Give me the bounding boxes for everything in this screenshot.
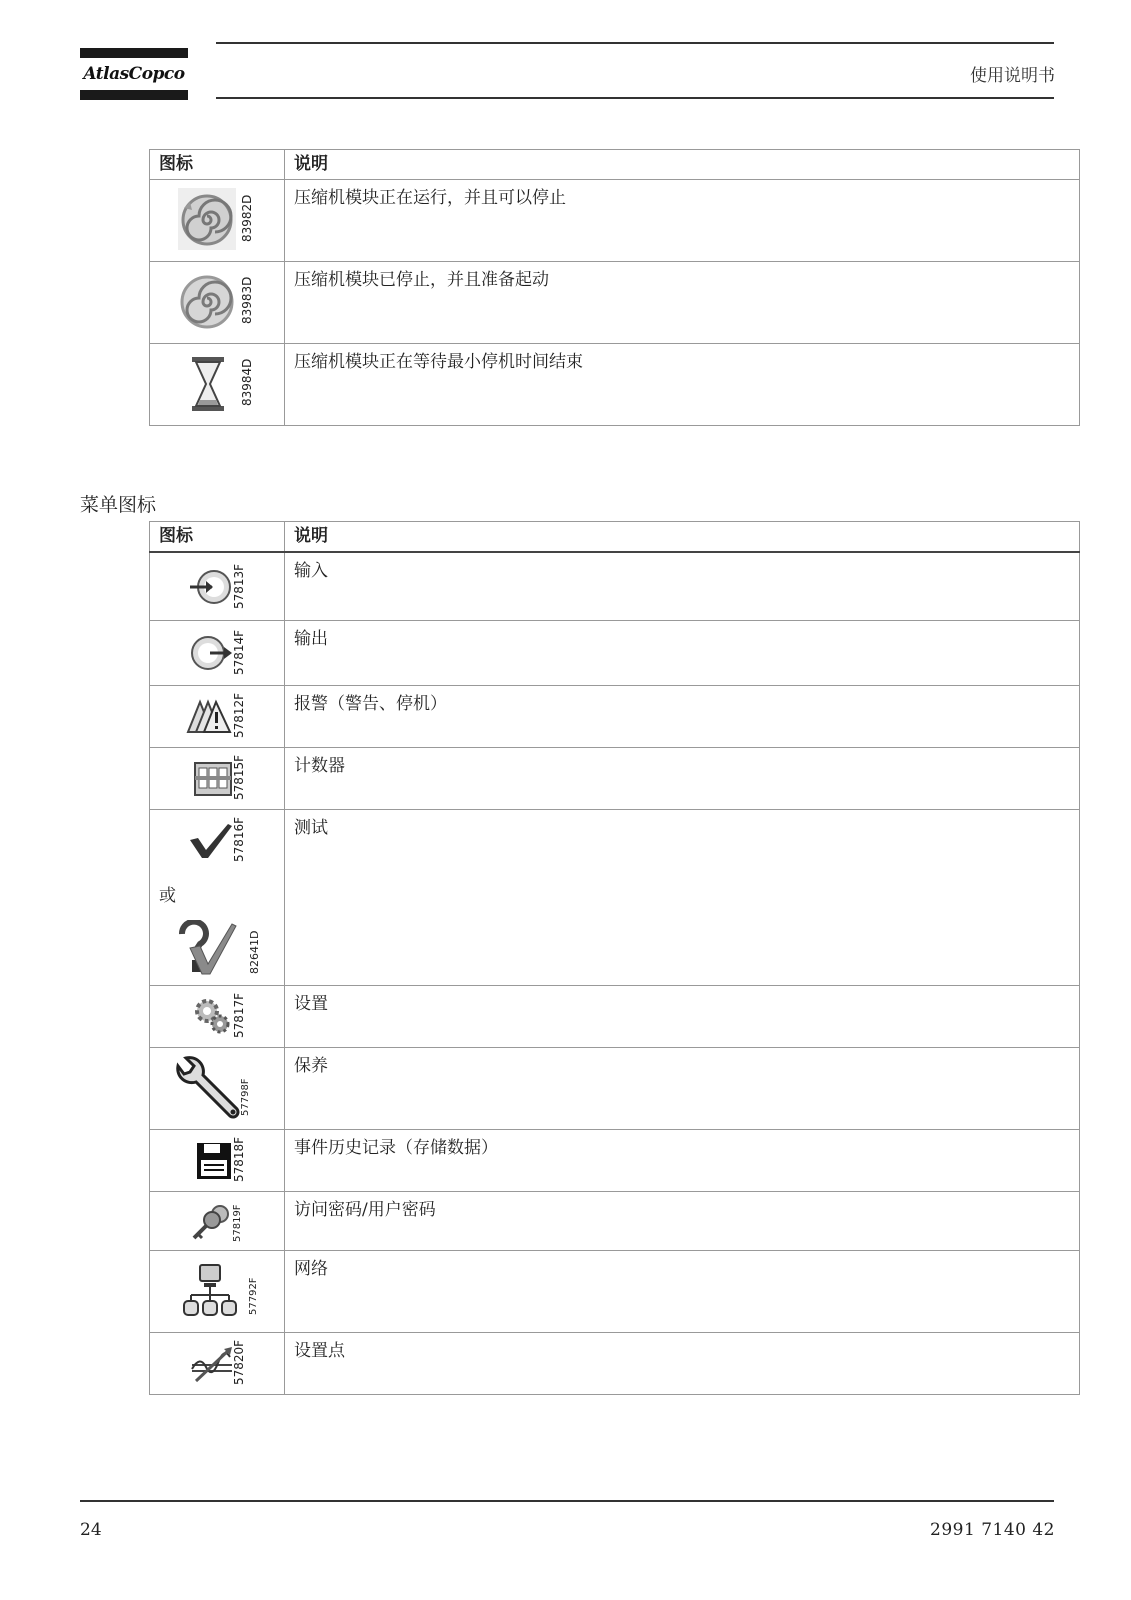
hourglass-icon bbox=[188, 356, 228, 412]
col-header-desc: 说明 bbox=[285, 150, 1080, 180]
table-row bbox=[150, 1047, 1080, 1129]
col-header-icon: 图标 bbox=[150, 522, 285, 553]
spiral-stopped-icon bbox=[178, 272, 236, 332]
row-description: 输出 bbox=[285, 620, 1080, 685]
icon-code: 83983D bbox=[240, 276, 254, 324]
row-description: 压缩机模块已停止，并且准备起动 bbox=[285, 262, 1080, 344]
test-icon bbox=[188, 822, 232, 860]
icon-code: 57813F bbox=[232, 563, 246, 609]
header-rule-top bbox=[216, 42, 1054, 44]
table-header-row bbox=[150, 150, 1080, 180]
table-row bbox=[150, 344, 1080, 426]
row-description: 测试 bbox=[285, 809, 1080, 985]
footer-rule bbox=[80, 1500, 1054, 1502]
table-row bbox=[150, 262, 1080, 344]
row-description: 报警（警告、停机） bbox=[285, 685, 1080, 747]
icon-code-alt: 82641D bbox=[248, 930, 261, 974]
icon-code: 57815F bbox=[232, 754, 246, 800]
table-row bbox=[150, 809, 1080, 985]
row-description: 事件历史记录（存储数据） bbox=[285, 1129, 1080, 1191]
row-description: 计数器 bbox=[285, 747, 1080, 809]
row-description: 保养 bbox=[285, 1047, 1080, 1129]
output-icon bbox=[190, 633, 234, 673]
setpoint-icon bbox=[190, 1347, 234, 1383]
col-header-desc: 说明 bbox=[285, 522, 1080, 553]
table-row bbox=[150, 1250, 1080, 1332]
status-icon-table bbox=[149, 149, 1080, 426]
col-header-icon: 图标 bbox=[150, 150, 285, 180]
input-icon bbox=[188, 567, 232, 607]
table-row bbox=[150, 1191, 1080, 1250]
table-row bbox=[150, 552, 1080, 620]
atlas-copco-logo bbox=[80, 48, 188, 102]
icon-code: 57816F bbox=[232, 816, 246, 862]
icon-code: 57792F bbox=[248, 1276, 259, 1315]
wrench-icon bbox=[174, 1056, 242, 1124]
table-row bbox=[150, 747, 1080, 809]
icon-code: 57820F bbox=[232, 1339, 246, 1385]
table-row bbox=[150, 985, 1080, 1047]
floppy-disk-icon bbox=[196, 1142, 232, 1180]
document-number: 2991 7140 42 bbox=[930, 1520, 1055, 1540]
icon-code: 83984D bbox=[240, 358, 254, 406]
page-header-title: 使用说明书 bbox=[970, 66, 1055, 86]
icon-code: 57798F bbox=[240, 1077, 251, 1116]
table-row bbox=[150, 1129, 1080, 1191]
row-description: 网络 bbox=[285, 1250, 1080, 1332]
counter-icon bbox=[194, 762, 232, 796]
row-description: 输入 bbox=[285, 552, 1080, 620]
row-description: 压缩机模块正在运行，并且可以停止 bbox=[285, 180, 1080, 262]
icon-code: 83982D bbox=[240, 194, 254, 242]
or-label: 或 bbox=[159, 885, 176, 906]
settings-icon bbox=[192, 996, 232, 1036]
table-row bbox=[150, 1332, 1080, 1394]
table-row bbox=[150, 620, 1080, 685]
section-title: 菜单图标 bbox=[80, 494, 157, 516]
row-description: 设置点 bbox=[285, 1332, 1080, 1394]
alarm-icon bbox=[186, 698, 232, 736]
table-header-row bbox=[150, 522, 1080, 553]
network-icon bbox=[182, 1263, 238, 1319]
menu-icon-table bbox=[149, 521, 1080, 1395]
icon-code: 57818F bbox=[232, 1136, 246, 1182]
icon-code: 57819F bbox=[232, 1203, 243, 1242]
icon-code: 57814F bbox=[232, 629, 246, 675]
icon-code: 57817F bbox=[232, 992, 246, 1038]
icon-code: 57812F bbox=[232, 692, 246, 738]
test-question-icon bbox=[178, 920, 238, 976]
spiral-running-icon bbox=[178, 188, 236, 250]
row-description: 压缩机模块正在等待最小停机时间结束 bbox=[285, 344, 1080, 426]
logo-wordmark: AtlasCopco bbox=[83, 64, 185, 84]
keys-icon bbox=[190, 1204, 234, 1240]
row-description: 设置 bbox=[285, 985, 1080, 1047]
header-rule-bottom bbox=[216, 97, 1054, 99]
row-description: 访问密码/用户密码 bbox=[285, 1191, 1080, 1250]
table-row bbox=[150, 180, 1080, 262]
page-number: 24 bbox=[80, 1520, 102, 1540]
table-row bbox=[150, 685, 1080, 747]
